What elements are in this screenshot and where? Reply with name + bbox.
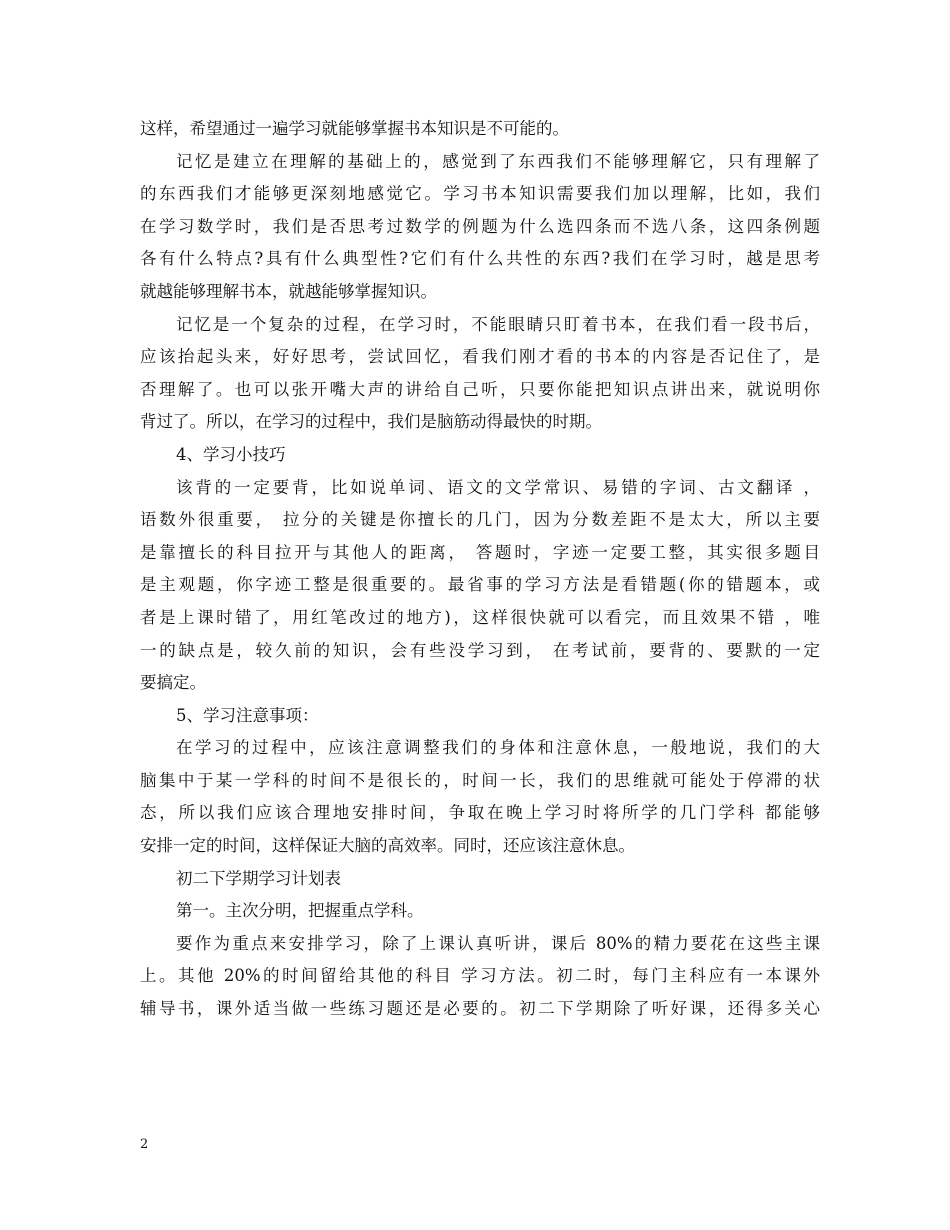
paragraph	[140, 732, 820, 862]
text-line: 5、学习注意事项：	[176, 705, 319, 725]
text-line: 要搞定。	[140, 673, 206, 693]
text-line: 4、学习小技巧	[176, 444, 286, 464]
text-line: 初二下学期学习计划表	[176, 868, 341, 888]
text-line: 一的缺点是，较久前的知识，会有些没学习到， 在考试前，要背的、要默的一定	[140, 640, 820, 660]
text-line: 态，所以我们应该合理地安排时间，争取在晚上学习时将所学的几门学科 都能够	[140, 803, 820, 823]
paragraph	[140, 439, 820, 472]
paragraph	[140, 863, 820, 896]
text-line: 在学习的过程中，应该注意调整我们的身体和注意休息，一般地说，我们的大	[176, 738, 820, 758]
text-line: 应该抬起头来，好好思考，尝试回忆，看我们刚才看的书本的内容是否记住了，是	[140, 347, 820, 367]
document-body	[140, 113, 820, 1026]
text-line: 的东西我们才能够更深刻地感觉它。学习书本知识需要我们加以理解，比如，我们	[140, 184, 820, 204]
page-number: 2	[140, 1137, 149, 1152]
text-line: 脑集中于某一学科的时间不是很长的，时间一长，我们的思维就可能处于停滞的状	[140, 770, 820, 790]
paragraph	[140, 895, 820, 928]
paragraph	[140, 113, 820, 146]
text-line: 上。其他 20%的时间留给其他的科目 学习方法。初二时，每门主科应有一本课外	[140, 966, 820, 986]
text-line: 这样，希望通过一遍学习就能够掌握书本知识是不可能的。	[140, 119, 569, 138]
text-line: 就越能够理解书本，就越能够掌握知识。	[140, 281, 437, 301]
paragraph	[140, 472, 820, 700]
text-line: 各有什么特点?具有什么典型性?它们有什么共性的东西?我们在学习时，越是思考	[140, 249, 820, 269]
text-line: 要作为重点来安排学习，除了上课认真听讲，课后 80%的精力要花在这些主课	[176, 933, 820, 953]
text-line: 第一。主次分明，把握重点学科。	[176, 901, 424, 921]
text-line: 者是上课时错了，用红笔改过的地方)，这样很快就可以看完，而且效果不错 ，唯	[140, 607, 820, 627]
text-line: 是主观题，你字迹工整是很重要的。最省事的学习方法是看错题(你的错题本，或	[140, 575, 820, 595]
text-line: 语数外很重要， 拉分的关键是你擅长的几门，因为分数差距不是太大，所以主要	[140, 510, 820, 530]
text-line: 在学习数学时，我们是否思考过数学的例题为什么选四条而不选八条，这四条例题	[140, 216, 820, 236]
text-line: 记忆是建立在理解的基础上的，感觉到了东西我们不能够理解它，只有理解了	[176, 151, 820, 171]
paragraph	[140, 700, 820, 733]
text-line: 安排一定的时间，这样保证大脑的高效率。同时，还应该注意休息。	[140, 836, 635, 856]
paragraph	[140, 309, 820, 439]
text-line: 辅导书，课外适当做一些练习题还是必要的。初二下学期除了听好课，还得多关心	[140, 999, 820, 1019]
paragraph	[140, 146, 820, 309]
text-line: 该背的一定要背，比如说单词、语文的文学常识、易错的字词、古文翻译 ，	[176, 477, 820, 497]
text-line: 是靠擅长的科目拉开与其他人的距离， 答题时，字迹一定要工整，其实很多题目	[140, 542, 820, 562]
paragraph	[140, 928, 820, 1026]
text-line: 背过了。所以，在学习的过程中，我们是脑筋动得最快的时期。	[140, 412, 602, 432]
text-line: 记忆是一个复杂的过程，在学习时，不能眼睛只盯着书本，在我们看一段书后，	[176, 314, 820, 334]
text-line: 否理解了。也可以张开嘴大声的讲给自己听，只要你能把知识点讲出来，就说明你	[140, 379, 820, 399]
